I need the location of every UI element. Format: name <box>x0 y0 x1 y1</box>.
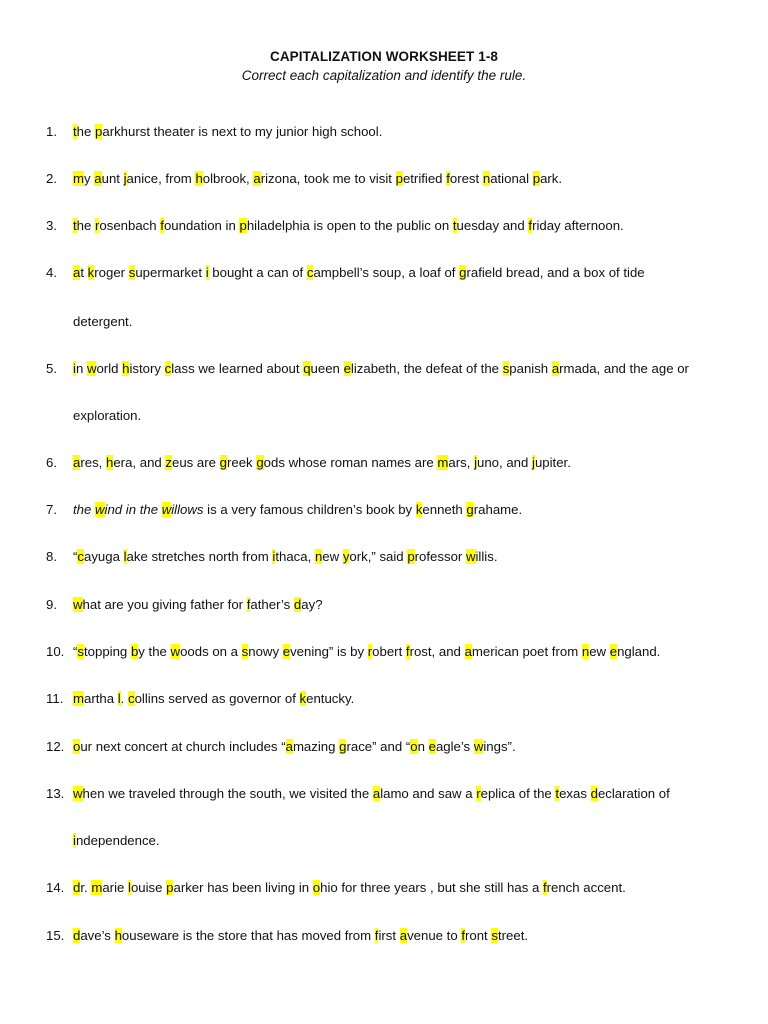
item-number: 11. <box>46 691 64 706</box>
highlighted-letter: a <box>73 265 81 280</box>
text-run: illis. <box>475 549 498 564</box>
highlighted-letter: w <box>170 644 181 659</box>
sentence-text <box>73 361 689 377</box>
item-number: 1. <box>46 124 57 139</box>
highlighted-letter: m <box>73 691 84 706</box>
text-run: ur next concert at church includes “ <box>80 739 286 754</box>
text-run: rizona, took me to visit <box>260 171 396 186</box>
highlighted-letter: g <box>219 455 227 470</box>
text-run: ampbell’s soup, a loaf of <box>313 265 460 280</box>
text-run: unt <box>101 171 124 186</box>
highlighted-letter: y <box>342 549 350 564</box>
text-run: ront <box>465 928 492 943</box>
text-run: ark. <box>540 171 563 186</box>
text-run: era, and <box>113 455 166 470</box>
highlighted-letter: h <box>114 928 122 943</box>
text-run: n <box>417 739 429 754</box>
text-run: rofessor <box>414 549 466 564</box>
text-run: arkhurst theater is next to my junior high school. <box>102 124 383 139</box>
highlighted-letter: m <box>73 171 84 186</box>
highlighted-letter: o <box>73 739 81 754</box>
item-number: 2. <box>46 171 57 186</box>
item-number: 8. <box>46 549 57 564</box>
highlighted-letter: w <box>95 502 105 517</box>
highlighted-letter: f <box>528 218 533 233</box>
highlighted-letter: i <box>205 265 209 280</box>
highlighted-letter: c <box>164 361 172 376</box>
item-number: 10. <box>46 644 65 659</box>
text-run: exas <box>559 786 591 801</box>
highlighted-letter: w <box>73 786 83 801</box>
text-run: ew <box>589 644 610 659</box>
highlighted-letter: k <box>299 691 307 706</box>
text-run: etrified <box>402 171 447 186</box>
text-run: ational <box>490 171 533 186</box>
highlighted-letter: p <box>395 171 403 186</box>
text-run: osenbach <box>99 218 161 233</box>
highlighted-letter: f <box>542 880 547 895</box>
highlighted-letter: s <box>128 265 136 280</box>
text-run: ake stretches north from <box>126 549 273 564</box>
text-run: istory <box>129 361 165 376</box>
highlighted-letter: e <box>282 644 291 659</box>
text-run: ouise <box>130 880 167 895</box>
title-text: illows <box>171 502 204 517</box>
highlighted-letter: n <box>314 549 323 564</box>
text-run: ings”. <box>483 739 516 754</box>
text-run: “ <box>73 644 78 659</box>
sentence-text <box>73 739 516 755</box>
text-run: entucky. <box>306 691 355 706</box>
text-run: t <box>80 265 88 280</box>
highlighted-letter: p <box>532 171 541 186</box>
text-run: arker has been living in <box>173 880 313 895</box>
text-run: lizabeth, the defeat of the <box>350 361 503 376</box>
highlighted-letter: f <box>374 928 379 943</box>
text-run: is a very famous children’s book by <box>203 502 416 517</box>
highlighted-letter: e <box>343 361 351 376</box>
sentence-continuation <box>73 314 132 330</box>
text-run: ouseware is the store that has moved from <box>121 928 375 943</box>
item-number: 7. <box>46 502 57 517</box>
highlighted-letter: j <box>123 171 127 186</box>
text-run: orld <box>96 361 123 376</box>
item-number: 13. <box>46 786 65 801</box>
highlighted-letter: a <box>372 786 381 801</box>
text-run: ngland. <box>617 644 661 659</box>
sentence-continuation <box>73 833 160 849</box>
item-number: 14. <box>46 880 65 895</box>
highlighted-letter: s <box>491 928 498 943</box>
highlighted-letter: t <box>73 124 77 139</box>
sentence-continuation <box>73 408 141 424</box>
highlighted-letter: r <box>367 644 373 659</box>
item-number: 5. <box>46 361 57 376</box>
highlighted-letter: s <box>77 644 84 659</box>
worksheet-subtitle: Correct each capitalization and identify the rule. <box>241 68 527 83</box>
highlighted-letter: n <box>581 644 590 659</box>
text-run: uesday and <box>456 218 529 233</box>
highlighted-letter: d <box>73 880 81 895</box>
highlighted-letter: s <box>241 644 249 659</box>
highlighted-letter: a <box>94 171 102 186</box>
highlighted-letter: f <box>246 597 251 612</box>
highlighted-letter: g <box>466 502 474 517</box>
highlighted-letter: e <box>428 739 436 754</box>
text-run: exploration. <box>73 408 142 423</box>
text-run: anice, from <box>126 171 196 186</box>
text-run: ollins served as governor of <box>134 691 300 706</box>
highlighted-letter: n <box>482 171 491 186</box>
highlighted-letter: p <box>95 124 103 139</box>
highlighted-letter: g <box>459 265 467 280</box>
highlighted-letter: s <box>502 361 510 376</box>
text-run: rench accent. <box>546 880 626 895</box>
text-run: ave’s <box>80 928 115 943</box>
highlighted-letter: i <box>73 361 76 376</box>
text-run: hen we traveled through the south, we visited the <box>82 786 373 801</box>
highlighted-letter: l <box>128 880 131 895</box>
title-text: the <box>73 502 95 517</box>
highlighted-letter: d <box>590 786 598 801</box>
highlighted-letter: w <box>73 597 83 612</box>
highlighted-letter: a <box>285 739 293 754</box>
highlighted-letter: w <box>465 549 476 564</box>
text-run: arie <box>102 880 128 895</box>
text-run: eclaration of <box>597 786 670 801</box>
highlighted-letter: p <box>166 880 174 895</box>
item-number: 6. <box>46 455 57 470</box>
text-run: hat are you giving father for <box>82 597 247 612</box>
highlighted-letter: t <box>452 218 457 233</box>
text-run: upermarket <box>135 265 206 280</box>
text-run: ayuga <box>84 549 124 564</box>
highlighted-letter: c <box>77 549 84 564</box>
text-run: n <box>75 361 87 376</box>
item-number: 15. <box>46 928 65 943</box>
sentence-text <box>73 644 660 660</box>
text-run: rahame. <box>473 502 523 517</box>
text-run: ndependence. <box>75 833 160 848</box>
highlighted-letter: h <box>195 171 203 186</box>
highlighted-letter: o <box>312 880 321 895</box>
text-run: res, <box>80 455 106 470</box>
worksheet-title: CAPITALIZATION WORKSHEET 1-8 <box>269 49 499 64</box>
text-run: vening” is by <box>290 644 368 659</box>
sentence-text <box>73 928 528 944</box>
text-run: uno, and <box>477 455 532 470</box>
highlighted-letter: c <box>306 265 314 280</box>
highlighted-letter: f <box>461 928 465 943</box>
text-run: . <box>120 691 128 706</box>
highlighted-letter: k <box>87 265 95 280</box>
text-run: ueen <box>310 361 344 376</box>
highlighted-letter: e <box>609 644 618 659</box>
highlighted-letter: d <box>293 597 302 612</box>
text-run: ars, <box>448 455 475 470</box>
text-run: y the <box>138 644 171 659</box>
text-run: rmada, and the age or <box>559 361 689 376</box>
text-run: thaca, <box>275 549 315 564</box>
highlighted-letter: d <box>73 928 81 943</box>
text-run: r. <box>80 880 92 895</box>
highlighted-letter: i <box>73 833 76 848</box>
highlighted-letter: i <box>272 549 276 564</box>
sentence-text <box>73 786 670 802</box>
text-run: agle’s <box>435 739 474 754</box>
sentence-text <box>73 265 645 281</box>
item-number: 9. <box>46 597 57 612</box>
highlighted-letter: m <box>91 880 103 895</box>
highlighted-letter: j <box>532 455 535 470</box>
item-number: 12. <box>46 739 65 754</box>
highlighted-letter: r <box>95 218 100 233</box>
sentence-text <box>73 880 626 896</box>
text-run: upiter. <box>534 455 571 470</box>
text-run: orest <box>449 171 483 186</box>
text-run: treet. <box>497 928 529 943</box>
highlighted-letter: c <box>128 691 135 706</box>
text-run: lass we learned about <box>171 361 304 376</box>
text-run: roger <box>94 265 129 280</box>
highlighted-letter: r <box>476 786 481 801</box>
text-run: ork,” said <box>349 549 408 564</box>
text-run: ods whose roman names are <box>263 455 438 470</box>
highlighted-letter: b <box>130 644 139 659</box>
text-run: merican poet from <box>471 644 582 659</box>
highlighted-letter: h <box>106 455 114 470</box>
highlighted-letter: a <box>253 171 261 186</box>
text-run: venue to <box>407 928 462 943</box>
sentence-text <box>73 597 323 613</box>
text-run: topping <box>84 644 131 659</box>
highlighted-letter: f <box>160 218 164 233</box>
text-run: rost, and <box>409 644 465 659</box>
highlighted-letter: t <box>73 218 77 233</box>
highlighted-letter: q <box>303 361 311 376</box>
text-run: olbrook, <box>202 171 254 186</box>
sentence-text <box>73 502 522 518</box>
text-run: detergent. <box>73 314 133 329</box>
title-text: ind in the <box>104 502 162 517</box>
highlighted-letter: a <box>73 455 81 470</box>
text-run: race” and “ <box>346 739 411 754</box>
highlighted-letter: k <box>415 502 423 517</box>
text-run: eus are <box>172 455 220 470</box>
sentence-text <box>73 455 571 471</box>
text-run: enneth <box>422 502 467 517</box>
text-run: lamo and saw a <box>380 786 477 801</box>
highlighted-letter: a <box>399 928 408 943</box>
text-run: ew <box>322 549 343 564</box>
highlighted-letter: a <box>464 644 472 659</box>
text-run: eplica of the <box>480 786 556 801</box>
sentence-text <box>73 549 497 565</box>
highlighted-letter: p <box>239 218 247 233</box>
text-run: hiladelphia is open to the public on <box>246 218 453 233</box>
highlighted-letter: w <box>473 739 484 754</box>
text-run: bought a can of <box>208 265 307 280</box>
text-run: rafield bread, and a box of tide <box>466 265 645 280</box>
sentence-text <box>73 691 354 707</box>
highlighted-letter: z <box>165 455 172 470</box>
highlighted-letter: p <box>407 549 415 564</box>
highlighted-letter: g <box>256 455 264 470</box>
highlighted-letter: a <box>551 361 560 376</box>
item-number: 3. <box>46 218 57 233</box>
highlighted-letter: f <box>446 171 450 186</box>
text-run: oods on a <box>180 644 242 659</box>
text-run: oundation in <box>163 218 240 233</box>
highlighted-letter: w <box>161 502 172 517</box>
text-run: irst <box>378 928 400 943</box>
text-run: “ <box>73 549 78 564</box>
highlighted-letter: w <box>86 361 97 376</box>
text-run: nowy <box>248 644 283 659</box>
text-run: riday afternoon. <box>532 218 624 233</box>
sentence-text <box>73 218 624 234</box>
text-run: obert <box>372 644 406 659</box>
text-run: mazing <box>292 739 340 754</box>
highlighted-letter: j <box>474 455 477 470</box>
highlighted-letter: f <box>405 644 410 659</box>
text-run: panish <box>509 361 552 376</box>
item-number: 4. <box>46 265 57 280</box>
highlighted-letter: g <box>339 739 347 754</box>
text-run: y <box>84 171 95 186</box>
highlighted-letter: l <box>117 691 121 706</box>
highlighted-letter: m <box>437 455 449 470</box>
sentence-text <box>73 171 562 187</box>
text-run: artha <box>84 691 118 706</box>
highlighted-letter: o <box>410 739 418 754</box>
sentence-text <box>73 124 382 140</box>
text-run: ay? <box>301 597 323 612</box>
highlighted-letter: l <box>123 549 127 564</box>
highlighted-letter: t <box>555 786 560 801</box>
text-run: he <box>76 124 96 139</box>
text-run: hio for three years , but she still has a <box>320 880 543 895</box>
text-run: reek <box>227 455 257 470</box>
highlighted-letter: h <box>122 361 130 376</box>
text-run: ather’s <box>250 597 294 612</box>
text-run: he <box>76 218 96 233</box>
